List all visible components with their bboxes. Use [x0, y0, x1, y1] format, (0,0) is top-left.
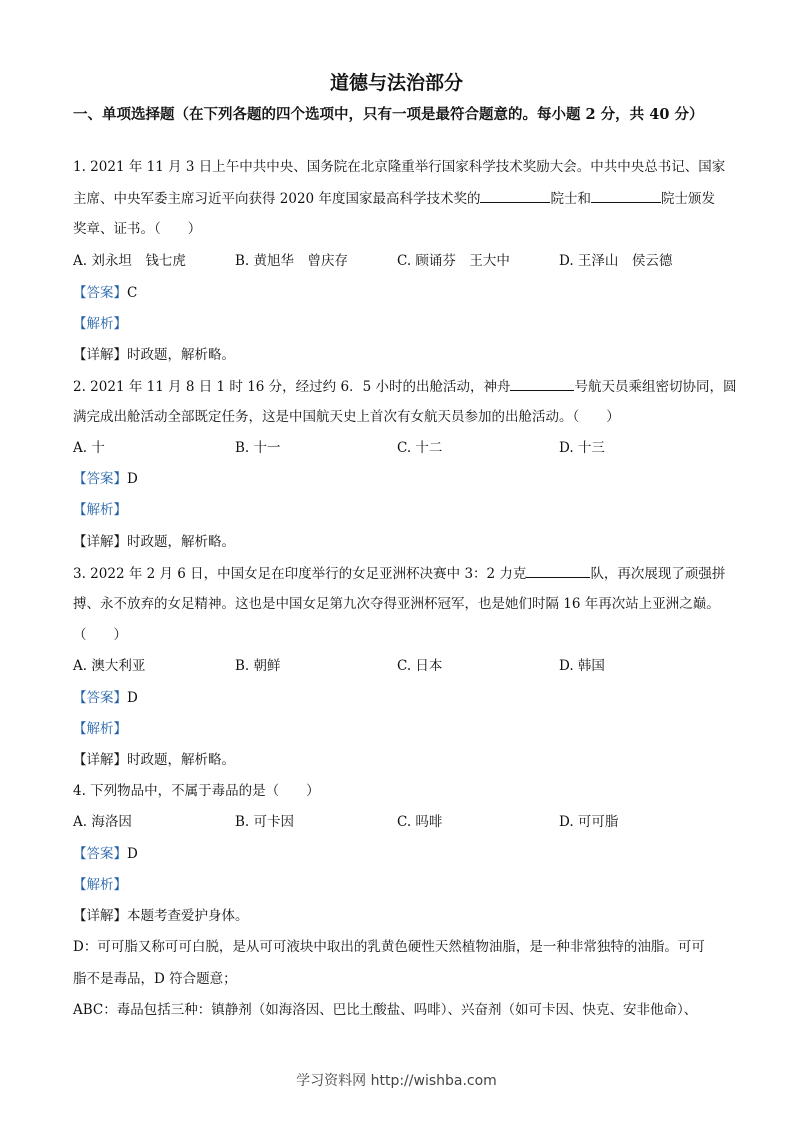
- question-3-line-3: （ ）: [73, 627, 127, 643]
- question-1-line-1: 1. 2021 年 11 月 3 日上午中共中央、国务院在北京隆重举行国家科学技术奖励大会。中共中央总书记、国家: [73, 159, 726, 175]
- q1-option-d: D. 王泽山 侯云德: [559, 253, 673, 269]
- q4-detail-line-2: 脂不是毒品，D 符合题意；: [73, 971, 237, 987]
- answer-blank: [526, 563, 590, 578]
- q2-analysis-tag: 【解析】: [73, 502, 127, 518]
- q4-option-b: B. 可卡因: [235, 814, 295, 830]
- q3-analysis-tag: 【解析】: [73, 721, 127, 737]
- answer-blank: [510, 376, 574, 391]
- q2-option-b: B. 十一: [235, 440, 281, 456]
- q2-detail: 【详解】时政题，解析略。: [73, 534, 235, 550]
- answer-blank: [591, 188, 661, 203]
- q3-option-b: B. 朝鲜: [235, 658, 281, 674]
- q4-option-a: A. 海洛因: [73, 814, 132, 830]
- q1-option-c: C. 顾诵芬 王大中: [397, 253, 510, 269]
- q1-option-b: B. 黄旭华 曾庆存: [235, 253, 349, 269]
- q4-option-d: D. 可可脂: [559, 814, 619, 830]
- question-3-line-2: 搏、永不放弃的女足精神。这也是中国女足第九次夺得亚洲杯冠军，也是她们时隔 16 年再次站上亚洲之巅。: [73, 596, 720, 612]
- q1-detail: 【详解】时政题，解析略。: [73, 347, 235, 363]
- question-1-line-3: 奖章、证书。（ ）: [73, 221, 202, 237]
- footer-watermark: 学习资料网 http://wishba.com: [296, 1073, 497, 1089]
- q1-analysis-tag: 【解析】: [73, 316, 127, 332]
- q2-option-c: C. 十二: [397, 440, 443, 456]
- q4-detail: 【详解】本题考查爱护身体。: [73, 908, 249, 924]
- question-3-line-1: 3. 2022 年 2 月 6 日，中国女足在印度举行的女足亚洲杯决赛中 3：2 力克 队，再次展现了顽强拼: [73, 563, 725, 584]
- answer-blank: [480, 188, 550, 203]
- q1-answer: 【答案】C: [73, 285, 138, 301]
- question-1-line-2: 主席、中央军委主席习近平向获得 2020 年度国家最高科学技术奖的 院士和 院士颁发: [73, 188, 715, 209]
- q2-option-d: D. 十三: [559, 440, 605, 456]
- q3-option-c: C. 日本: [397, 658, 443, 674]
- q3-answer: 【答案】D: [73, 690, 138, 706]
- question-2-line-2: 满完成出舱活动全部既定任务，这是中国航天史上首次有女航天员参加的出舱活动。（ ）: [73, 409, 620, 425]
- q3-option-a: A. 澳大利亚: [73, 658, 146, 674]
- page-title: 道德与法治部分: [329, 72, 463, 94]
- q3-detail: 【详解】时政题，解析略。: [73, 752, 235, 768]
- q4-answer: 【答案】D: [73, 846, 138, 862]
- q2-answer: 【答案】D: [73, 471, 138, 487]
- q3-option-d: D. 韩国: [559, 658, 605, 674]
- q4-analysis-tag: 【解析】: [73, 877, 127, 893]
- q4-option-c: C. 吗啡: [397, 814, 443, 830]
- section-heading: 一、单项选择题（在下列各题的四个选项中，只有一项是最符合题意的。每小题 2 分，共 40 分）: [73, 106, 704, 123]
- question-2-line-1: 2. 2021 年 11 月 8 日 1 时 16 分，经过约 6．5 小时的出舱活动，神舟 号航天员乘组密切协同，圆: [73, 376, 736, 397]
- q1-option-a: A. 刘永坦 钱七虎: [73, 253, 186, 269]
- q2-option-a: A. 十: [73, 440, 105, 456]
- q4-detail-line-3: ABC：毒品包括三种：镇静剂（如海洛因、巴比土酸盐、吗啡）、兴奋剂（如可卡因、快克、安非他命）、: [73, 1002, 698, 1018]
- q4-detail-line-1: D：可可脂又称可可白脱，是从可可液块中取出的乳黄色硬性天然植物油脂，是一种非常独特的油脂。可可: [73, 939, 705, 955]
- question-4-line-1: 4. 下列物品中，不属于毒品的是（ ）: [73, 783, 320, 799]
